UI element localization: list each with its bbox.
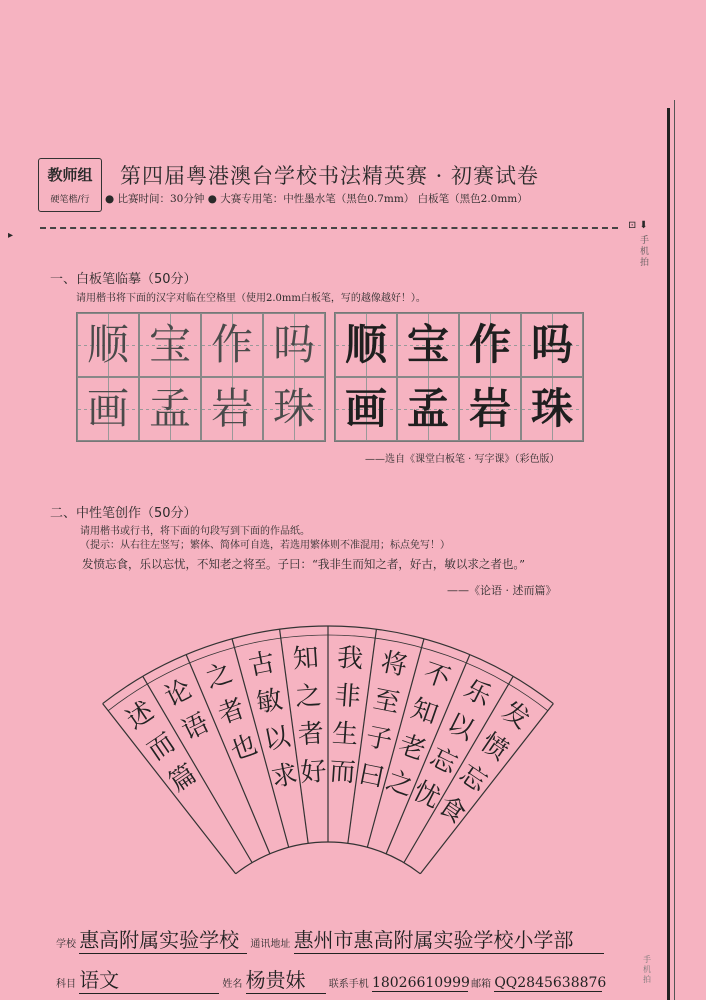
school-label: 学校	[56, 939, 76, 950]
model-cell	[459, 313, 521, 377]
margin-mark: ▸	[8, 230, 14, 241]
model-char: 顺	[344, 320, 387, 369]
fan-char: 以	[261, 721, 293, 757]
fan-char: 之	[294, 680, 323, 713]
subject-field[interactable]: 语文	[79, 964, 219, 994]
fan-char: 求	[268, 759, 301, 794]
school-field[interactable]: 惠高附属实验学校	[79, 924, 247, 954]
fan-char: 之	[382, 765, 417, 803]
fan-char: 不	[419, 657, 454, 695]
form-row-info	[56, 964, 607, 994]
fan-char: 愤	[475, 727, 514, 767]
practice-cell[interactable]	[77, 377, 139, 441]
fan-char: 敏	[253, 684, 286, 720]
practice-char: 岩	[210, 384, 253, 433]
fan-char: 发	[496, 696, 535, 736]
scan-icon: ⊡ ⬇	[628, 220, 648, 231]
fan-char: 知	[407, 693, 442, 731]
model-cell	[335, 313, 397, 377]
model-char: 宝	[406, 320, 449, 369]
fan-char: 食	[432, 790, 471, 830]
email-label: 邮箱	[471, 979, 492, 990]
fan-char: 论	[160, 674, 197, 713]
practice-cell[interactable]	[263, 377, 325, 441]
address-field[interactable]: 惠州市惠高附属实验学校小学部	[294, 924, 604, 954]
practice-cell[interactable]	[263, 313, 325, 377]
practice-char: 宝	[148, 320, 191, 369]
fan-char: 也	[226, 729, 262, 767]
email-field[interactable]: QQ2845638876	[494, 975, 607, 991]
fan-char: 以	[442, 708, 479, 747]
section1-instruction: 请用楷书将下面的汉字对临在空格里（使用2.0mm白板笔，写的越像越好！）。	[76, 293, 426, 304]
fan-char: 而	[142, 727, 181, 767]
fan-char: 我	[336, 642, 365, 675]
fan-char: 非	[333, 680, 362, 713]
side-note: 手机拍	[640, 236, 650, 268]
model-cell	[335, 377, 397, 441]
model-grid	[334, 312, 584, 442]
fan-char: 将	[378, 647, 410, 682]
scan-edge-line	[674, 100, 675, 1000]
practice-cell[interactable]	[139, 313, 201, 377]
practice-char: 画	[86, 384, 129, 433]
dashed-divider	[40, 227, 618, 229]
practice-char: 珠	[272, 384, 315, 433]
model-char: 珠	[530, 384, 573, 433]
model-cell	[459, 377, 521, 441]
fan-char: 者	[214, 693, 249, 731]
fan-char: 忘	[425, 742, 462, 781]
model-cell	[521, 377, 583, 441]
fan-char: 述	[121, 696, 160, 736]
model-char: 吗	[530, 320, 573, 369]
fan-inner-arc	[236, 842, 421, 874]
name-field[interactable]: 杨贵妹	[246, 964, 326, 994]
practice-grid	[76, 312, 326, 442]
fan-char: 忧	[408, 776, 445, 815]
phone-field[interactable]: 18026610999	[371, 975, 470, 991]
fan-char: 老	[394, 729, 430, 767]
model-char: 孟	[406, 384, 449, 433]
model-cell	[397, 313, 459, 377]
fan-char: 篇	[163, 758, 203, 799]
practice-char: 吗	[272, 320, 315, 369]
practice-char: 顺	[86, 320, 129, 369]
fan-char: 语	[177, 708, 214, 747]
name-label: 姓名	[222, 979, 243, 990]
fan-char: 生	[331, 718, 360, 751]
section2-passage: 发愤忘食，乐以忘忧，不知老之将至。子曰：“我非生而知之者，好古，敏以求之者也。”	[82, 557, 526, 571]
fan-char: 至	[370, 684, 403, 720]
model-cell	[521, 313, 583, 377]
model-char: 作	[468, 320, 511, 369]
page-title: 第四届粤港澳台学校书法精英赛 · 初赛试卷	[120, 164, 540, 188]
section2-instruction-1: 请用楷书或行书，将下面的句段写到下面的作品纸。	[80, 526, 310, 537]
section2-heading: 二、中性笔创作（50分）	[50, 506, 197, 521]
model-char: 画	[344, 384, 387, 433]
address-label: 通讯地址	[250, 939, 291, 950]
subject-label: 科目	[56, 979, 76, 990]
model-char: 岩	[468, 384, 511, 433]
fan-writing-area[interactable]	[48, 622, 608, 880]
fan-char: 而	[328, 756, 357, 789]
model-cell	[397, 377, 459, 441]
section1-source: ——选自《课堂白板笔 · 写字课》（彩色版）	[365, 454, 560, 465]
practice-char: 孟	[148, 384, 191, 433]
practice-cell[interactable]	[201, 313, 263, 377]
fan-rib	[103, 704, 236, 874]
practice-char: 作	[210, 320, 253, 369]
fan-char: 者	[296, 718, 325, 751]
fan-char: 子	[363, 721, 395, 757]
scan-edge-bar	[667, 108, 670, 1000]
side-note-bottom: 手机拍	[643, 955, 651, 984]
script-label: 硬笔楷/行	[50, 195, 90, 205]
phone-label: 联系手机	[328, 979, 369, 990]
fan-char: 之	[202, 657, 237, 695]
section2-source: ——《论语 · 述而篇》	[447, 584, 557, 597]
rules-line: ● 比赛时间：30分钟 ● 大赛专用笔：中性墨水笔（黑色0.7mm） 白板笔（黑色2.0mm）	[105, 193, 528, 205]
fan-char: 好	[299, 756, 328, 789]
practice-cell[interactable]	[139, 377, 201, 441]
fan-char: 曰	[355, 759, 388, 794]
group-label: 教师组	[47, 166, 93, 184]
section1-heading: 一、白板笔临摹（50分）	[50, 272, 197, 287]
practice-cell[interactable]	[201, 377, 263, 441]
fan-char: 忘	[453, 758, 493, 799]
fan-char: 古	[246, 647, 278, 682]
form-row-school	[56, 924, 604, 954]
section2-instruction-2: （提示：从右往左竖写；繁体、简体可自选，若选用繁体则不准混用；标点免写！）	[80, 540, 450, 551]
fan-char: 乐	[459, 674, 496, 713]
practice-cell[interactable]	[77, 313, 139, 377]
fan-char: 知	[291, 642, 320, 675]
group-box	[38, 158, 102, 212]
